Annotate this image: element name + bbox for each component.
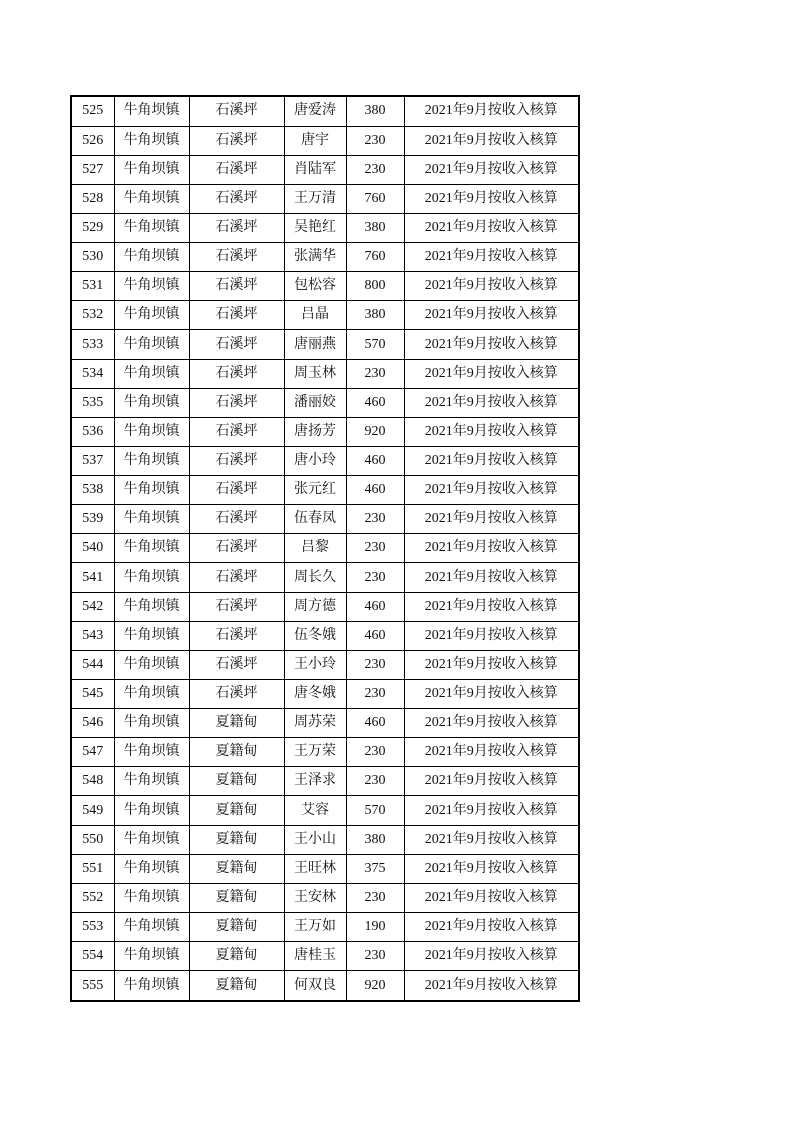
cell-amount: 230 (346, 563, 404, 592)
table-row (71, 825, 579, 854)
cell-person-name: 伍冬娥 (284, 621, 346, 650)
cell-village: 石溪坪 (189, 563, 284, 592)
cell-person-name: 周方德 (284, 592, 346, 621)
cell-serial: 546 (71, 709, 114, 738)
table-row (71, 738, 579, 767)
cell-town: 牛角坝镇 (114, 330, 189, 359)
cell-town: 牛角坝镇 (114, 476, 189, 505)
cell-person-name: 周长久 (284, 563, 346, 592)
table-row (71, 592, 579, 621)
cell-village: 石溪坪 (189, 126, 284, 155)
cell-serial: 543 (71, 621, 114, 650)
table-row (71, 243, 579, 272)
cell-person-name: 王万荣 (284, 738, 346, 767)
cell-serial: 555 (71, 971, 114, 1001)
cell-amount: 760 (346, 243, 404, 272)
cell-serial: 538 (71, 476, 114, 505)
cell-serial: 541 (71, 563, 114, 592)
cell-person-name: 伍春凤 (284, 505, 346, 534)
cell-amount: 460 (346, 709, 404, 738)
table-row (71, 213, 579, 242)
cell-amount: 230 (346, 534, 404, 563)
cell-person-name: 唐宇 (284, 126, 346, 155)
table-row (71, 330, 579, 359)
cell-town: 牛角坝镇 (114, 709, 189, 738)
cell-person-name: 张元红 (284, 476, 346, 505)
cell-note: 2021年9月按收入核算 (404, 243, 579, 272)
cell-person-name: 张满华 (284, 243, 346, 272)
table-row (71, 446, 579, 475)
cell-serial: 549 (71, 796, 114, 825)
cell-note: 2021年9月按收入核算 (404, 184, 579, 213)
cell-note: 2021年9月按收入核算 (404, 417, 579, 446)
cell-town: 牛角坝镇 (114, 650, 189, 679)
table-row (71, 563, 579, 592)
cell-person-name: 王泽求 (284, 767, 346, 796)
table-row (71, 359, 579, 388)
cell-village: 夏籍甸 (189, 767, 284, 796)
cell-town: 牛角坝镇 (114, 563, 189, 592)
cell-town: 牛角坝镇 (114, 126, 189, 155)
cell-town: 牛角坝镇 (114, 971, 189, 1001)
table-row (71, 650, 579, 679)
cell-serial: 533 (71, 330, 114, 359)
cell-person-name: 潘丽姣 (284, 388, 346, 417)
cell-note: 2021年9月按收入核算 (404, 330, 579, 359)
cell-town: 牛角坝镇 (114, 155, 189, 184)
table-row (71, 971, 579, 1001)
cell-amount: 230 (346, 883, 404, 912)
cell-amount: 760 (346, 184, 404, 213)
cell-person-name: 吕黎 (284, 534, 346, 563)
cell-serial: 526 (71, 126, 114, 155)
cell-amount: 570 (346, 330, 404, 359)
cell-note: 2021年9月按收入核算 (404, 301, 579, 330)
cell-village: 夏籍甸 (189, 825, 284, 854)
cell-amount: 460 (346, 621, 404, 650)
cell-amount: 230 (346, 942, 404, 971)
cell-note: 2021年9月按收入核算 (404, 213, 579, 242)
cell-town: 牛角坝镇 (114, 184, 189, 213)
cell-village: 夏籍甸 (189, 796, 284, 825)
cell-village: 石溪坪 (189, 184, 284, 213)
table-row (71, 301, 579, 330)
cell-serial: 545 (71, 679, 114, 708)
cell-town: 牛角坝镇 (114, 505, 189, 534)
cell-person-name: 唐冬娥 (284, 679, 346, 708)
cell-amount: 230 (346, 767, 404, 796)
table-row (71, 854, 579, 883)
cell-village: 石溪坪 (189, 155, 284, 184)
table-row (71, 709, 579, 738)
cell-amount: 460 (346, 592, 404, 621)
cell-person-name: 王小山 (284, 825, 346, 854)
cell-town: 牛角坝镇 (114, 796, 189, 825)
cell-amount: 920 (346, 971, 404, 1001)
cell-note: 2021年9月按收入核算 (404, 505, 579, 534)
cell-village: 石溪坪 (189, 96, 284, 126)
table-row (71, 272, 579, 301)
cell-note: 2021年9月按收入核算 (404, 767, 579, 796)
cell-town: 牛角坝镇 (114, 592, 189, 621)
cell-person-name: 吴艳红 (284, 213, 346, 242)
cell-serial: 552 (71, 883, 114, 912)
table-row (71, 534, 579, 563)
cell-amount: 190 (346, 912, 404, 941)
cell-note: 2021年9月按收入核算 (404, 679, 579, 708)
table-row (71, 796, 579, 825)
cell-village: 石溪坪 (189, 476, 284, 505)
cell-village: 夏籍甸 (189, 709, 284, 738)
table-row (71, 96, 579, 126)
table-row (71, 505, 579, 534)
table-row (71, 417, 579, 446)
cell-amount: 570 (346, 796, 404, 825)
cell-village: 石溪坪 (189, 621, 284, 650)
cell-note: 2021年9月按收入核算 (404, 883, 579, 912)
cell-village: 石溪坪 (189, 679, 284, 708)
cell-amount: 230 (346, 650, 404, 679)
cell-serial: 544 (71, 650, 114, 679)
cell-person-name: 艾容 (284, 796, 346, 825)
cell-serial: 536 (71, 417, 114, 446)
cell-town: 牛角坝镇 (114, 213, 189, 242)
cell-note: 2021年9月按收入核算 (404, 476, 579, 505)
cell-note: 2021年9月按收入核算 (404, 709, 579, 738)
cell-serial: 548 (71, 767, 114, 796)
cell-note: 2021年9月按收入核算 (404, 942, 579, 971)
cell-note: 2021年9月按收入核算 (404, 971, 579, 1001)
cell-person-name: 周玉林 (284, 359, 346, 388)
cell-amount: 230 (346, 738, 404, 767)
cell-amount: 380 (346, 825, 404, 854)
cell-person-name: 王旺林 (284, 854, 346, 883)
cell-serial: 540 (71, 534, 114, 563)
cell-village: 石溪坪 (189, 359, 284, 388)
cell-note: 2021年9月按收入核算 (404, 592, 579, 621)
cell-serial: 527 (71, 155, 114, 184)
table-row (71, 767, 579, 796)
cell-serial: 528 (71, 184, 114, 213)
cell-village: 石溪坪 (189, 534, 284, 563)
cell-village: 石溪坪 (189, 505, 284, 534)
table-row (71, 942, 579, 971)
cell-town: 牛角坝镇 (114, 272, 189, 301)
cell-amount: 380 (346, 213, 404, 242)
cell-amount: 460 (346, 388, 404, 417)
cell-person-name: 王小玲 (284, 650, 346, 679)
cell-village: 石溪坪 (189, 330, 284, 359)
cell-town: 牛角坝镇 (114, 388, 189, 417)
cell-amount: 920 (346, 417, 404, 446)
cell-village: 石溪坪 (189, 650, 284, 679)
cell-town: 牛角坝镇 (114, 825, 189, 854)
cell-amount: 460 (346, 476, 404, 505)
cell-serial: 535 (71, 388, 114, 417)
cell-village: 石溪坪 (189, 213, 284, 242)
cell-note: 2021年9月按收入核算 (404, 446, 579, 475)
cell-note: 2021年9月按收入核算 (404, 388, 579, 417)
cell-town: 牛角坝镇 (114, 883, 189, 912)
cell-note: 2021年9月按收入核算 (404, 738, 579, 767)
cell-amount: 230 (346, 126, 404, 155)
table-row (71, 126, 579, 155)
cell-person-name: 唐小玲 (284, 446, 346, 475)
table-row (71, 184, 579, 213)
cell-town: 牛角坝镇 (114, 359, 189, 388)
cell-note: 2021年9月按收入核算 (404, 854, 579, 883)
cell-person-name: 肖陆军 (284, 155, 346, 184)
cell-village: 石溪坪 (189, 592, 284, 621)
cell-amount: 230 (346, 505, 404, 534)
cell-town: 牛角坝镇 (114, 243, 189, 272)
cell-town: 牛角坝镇 (114, 854, 189, 883)
cell-note: 2021年9月按收入核算 (404, 825, 579, 854)
cell-village: 石溪坪 (189, 243, 284, 272)
cell-village: 石溪坪 (189, 301, 284, 330)
cell-person-name: 唐爱涛 (284, 96, 346, 126)
payment-table (70, 95, 580, 1002)
cell-town: 牛角坝镇 (114, 679, 189, 708)
cell-serial: 553 (71, 912, 114, 941)
cell-note: 2021年9月按收入核算 (404, 563, 579, 592)
cell-amount: 375 (346, 854, 404, 883)
cell-serial: 532 (71, 301, 114, 330)
table-row (71, 679, 579, 708)
cell-person-name: 吕晶 (284, 301, 346, 330)
cell-note: 2021年9月按收入核算 (404, 650, 579, 679)
cell-serial: 547 (71, 738, 114, 767)
cell-town: 牛角坝镇 (114, 534, 189, 563)
cell-serial: 539 (71, 505, 114, 534)
table-row (71, 388, 579, 417)
cell-note: 2021年9月按收入核算 (404, 272, 579, 301)
cell-village: 夏籍甸 (189, 912, 284, 941)
cell-village: 石溪坪 (189, 388, 284, 417)
cell-serial: 525 (71, 96, 114, 126)
cell-person-name: 唐扬芳 (284, 417, 346, 446)
cell-person-name: 周苏荣 (284, 709, 346, 738)
cell-amount: 380 (346, 301, 404, 330)
cell-village: 夏籍甸 (189, 971, 284, 1001)
cell-village: 夏籍甸 (189, 942, 284, 971)
cell-amount: 230 (346, 359, 404, 388)
cell-serial: 530 (71, 243, 114, 272)
cell-person-name: 包松容 (284, 272, 346, 301)
table-row (71, 621, 579, 650)
cell-village: 夏籍甸 (189, 854, 284, 883)
cell-town: 牛角坝镇 (114, 621, 189, 650)
cell-note: 2021年9月按收入核算 (404, 96, 579, 126)
table-row (71, 476, 579, 505)
cell-serial: 529 (71, 213, 114, 242)
cell-village: 石溪坪 (189, 417, 284, 446)
cell-amount: 460 (346, 446, 404, 475)
cell-amount: 230 (346, 679, 404, 708)
cell-town: 牛角坝镇 (114, 942, 189, 971)
cell-town: 牛角坝镇 (114, 912, 189, 941)
cell-person-name: 王安林 (284, 883, 346, 912)
cell-serial: 550 (71, 825, 114, 854)
cell-serial: 534 (71, 359, 114, 388)
cell-amount: 380 (346, 96, 404, 126)
cell-town: 牛角坝镇 (114, 446, 189, 475)
table-row (71, 155, 579, 184)
cell-person-name: 唐桂玉 (284, 942, 346, 971)
cell-note: 2021年9月按收入核算 (404, 359, 579, 388)
cell-amount: 230 (346, 155, 404, 184)
cell-serial: 542 (71, 592, 114, 621)
cell-serial: 531 (71, 272, 114, 301)
cell-town: 牛角坝镇 (114, 417, 189, 446)
cell-serial: 554 (71, 942, 114, 971)
cell-note: 2021年9月按收入核算 (404, 796, 579, 825)
cell-person-name: 唐丽燕 (284, 330, 346, 359)
table-body (71, 96, 579, 1001)
cell-note: 2021年9月按收入核算 (404, 126, 579, 155)
cell-note: 2021年9月按收入核算 (404, 621, 579, 650)
table-row (71, 912, 579, 941)
cell-note: 2021年9月按收入核算 (404, 534, 579, 563)
cell-note: 2021年9月按收入核算 (404, 155, 579, 184)
cell-town: 牛角坝镇 (114, 301, 189, 330)
cell-town: 牛角坝镇 (114, 96, 189, 126)
table-row (71, 883, 579, 912)
cell-village: 夏籍甸 (189, 883, 284, 912)
cell-person-name: 王万清 (284, 184, 346, 213)
cell-village: 石溪坪 (189, 272, 284, 301)
cell-amount: 800 (346, 272, 404, 301)
cell-serial: 551 (71, 854, 114, 883)
cell-village: 石溪坪 (189, 446, 284, 475)
cell-town: 牛角坝镇 (114, 767, 189, 796)
cell-person-name: 何双良 (284, 971, 346, 1001)
cell-note: 2021年9月按收入核算 (404, 912, 579, 941)
cell-village: 夏籍甸 (189, 738, 284, 767)
cell-town: 牛角坝镇 (114, 738, 189, 767)
cell-serial: 537 (71, 446, 114, 475)
cell-person-name: 王万如 (284, 912, 346, 941)
